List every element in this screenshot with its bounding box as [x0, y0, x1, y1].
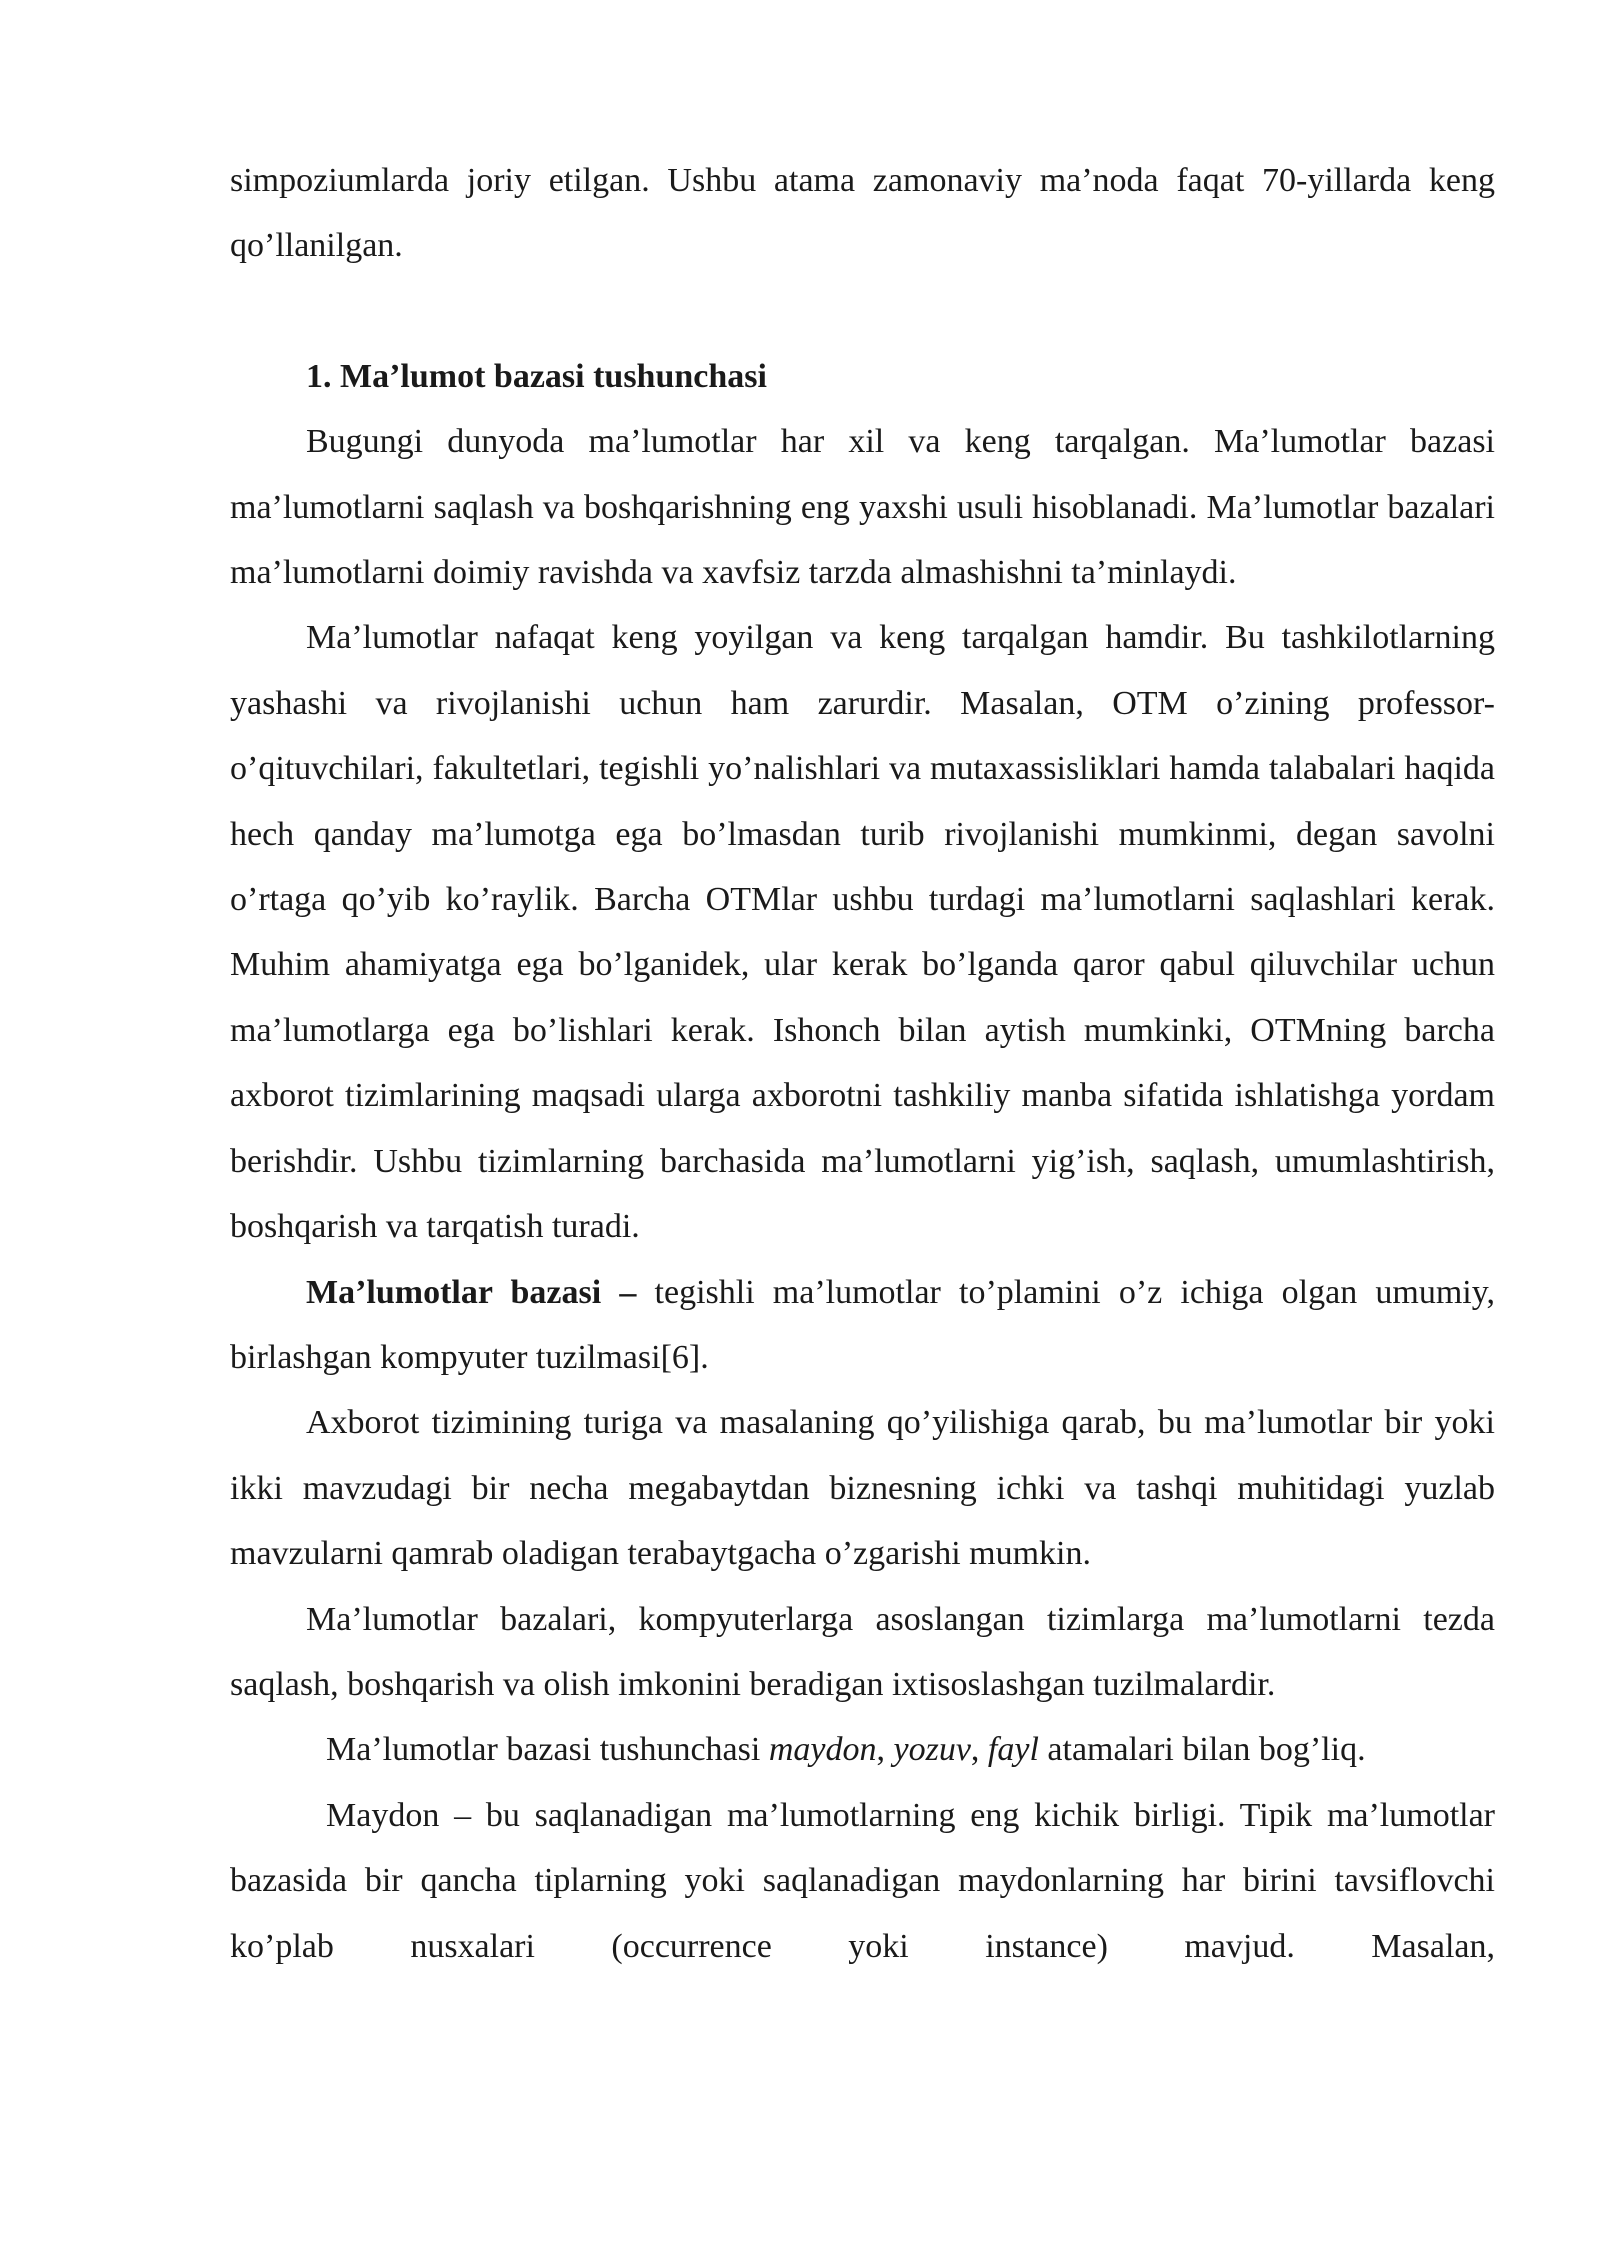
term-maydon: maydon [768, 1731, 877, 1769]
paragraph-1: Bugungi dunyoda ma’lumotlar har xil va keng tarqalgan. Ma’lumotlar bazasi ma’lumotlarni saqlash va boshqarishning eng yaxshi usuli hisoblanadi. Ma’lumotlar bazalari ma’lumotlarni doimiy ravishda va xavfsiz tarzda almashishni ta’minlaydi. [230, 423, 1495, 592]
term-yozuv: yozuv [893, 1731, 971, 1769]
terms-outro: atamalari bilan bog’liq. [1038, 1731, 1366, 1769]
term-fayl: fayl [987, 1731, 1039, 1769]
terms-separator-2: , [970, 1731, 988, 1769]
paragraph-terms [230, 1717, 1495, 1782]
paragraph-definition [230, 1260, 1495, 1391]
terms-separator-1: , [876, 1731, 894, 1769]
paragraph-5: Ma’lumotlar bazalari, kompyuterlarga asoslangan tizimlarga ma’lumotlarni tezda saqlash, boshqarish va olish imkonini beradigan ixtisoslashgan tuzilmalardir. [230, 1600, 1495, 1703]
paragraph-2: Ma’lumotlar nafaqat keng yoyilgan va keng tarqalgan hamdir. Bu tashkilotlarning yashashi va rivojlanishi uchun ham zarurdir. Masalan, OTM o’zining professor-o’qituvchilari, fakultetlari, tegishli yo’nalishlari va mutaxassisliklari hamda talabalari haqida hech qanday ma’lumotga ega bo’lmasdan turib rivojlanishi mumkinmi, degan savolni o’rtaga qo’yib ko’raylik. Barcha OTMlar ushbu turdagi ma’lumotlarni saqlashlari kerak. Muhim ahamiyatga ega bo’lganidek, ular kerak bo’lganda qaror qabul qiluvchilar uchun ma’lumotlarga ega bo’lishlari kerak. Ishonch bilan aytish mumkinki, OTMning barcha axborot tizimlarining maqsadi ularga axborotni tashkiliy manba sifatida ishlatishga yordam berishdir. Ushbu tizimlarning barchasida ma’lumotlarni yig’ish, saqlash, umumlashtirish, boshqarish va tarqatish turadi. [230, 619, 1495, 1246]
definition-term: Ma’lumotlar bazasi – [306, 1273, 637, 1311]
document-page [230, 148, 1495, 1979]
paragraph-4: Axborot tizimining turiga va masalaning qo’yilishiga qarab, bu ma’lumotlar bir yoki ikki mavzudagi bir necha megabaytdan biznesning ichki va tashqi muhitidagi yuzlab mavzularni qamrab oladigan terabaytgacha o’zgarishi mumkin. [230, 1404, 1495, 1573]
terms-intro: Ma’lumotlar bazasi tushunchasi [326, 1731, 769, 1769]
definition-text: tegishli ma’lumotlar to’plamini o’z ichiga olgan umumiy, birlashgan kompyuter tuzilmasi[6]. [230, 1273, 1496, 1376]
paragraph-maydon: Maydon – bu saqlanadigan ma’lumotlarning eng kichik birligi. Tipik ma’lumotlar bazasida bir qancha tiplarning yoki saqlanadigan maydonlarning har birini tavsiflovchi ko’plab nusxalari (occurrence yoki instance) mavjud. Masalan, [230, 1796, 1495, 1965]
paragraph-intro-continuation: simpoziumlarda joriy etilgan. Ushbu atama zamonaviy ma’noda faqat 70-yillarda keng qo’llanilgan. [230, 162, 1495, 265]
section-heading: 1. Ma’lumot bazasi tushunchasi [306, 357, 767, 395]
